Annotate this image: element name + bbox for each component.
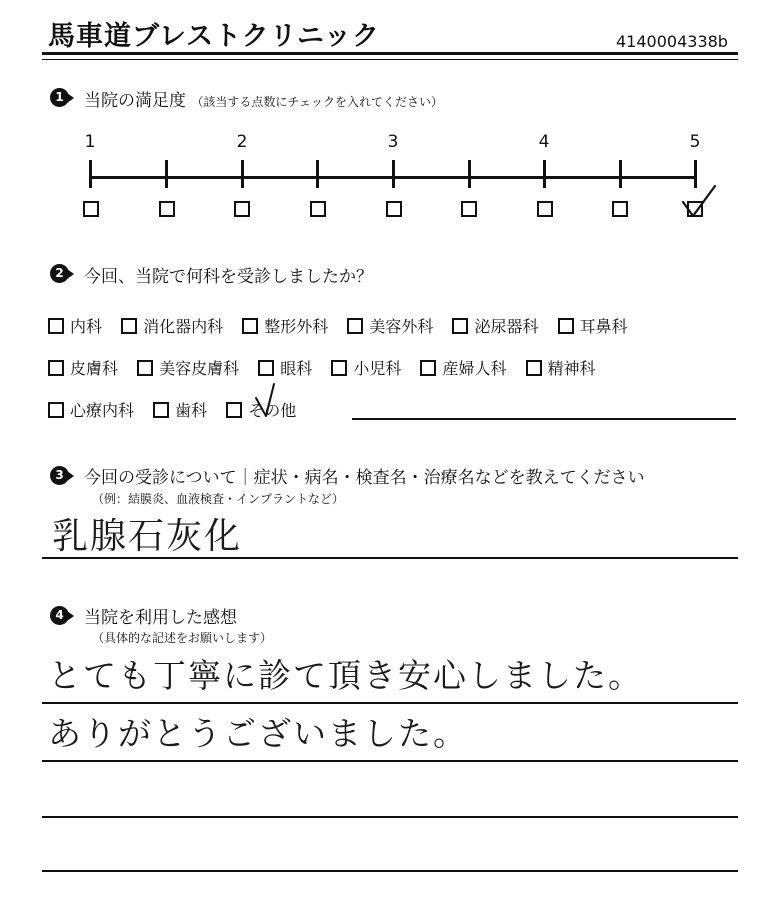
- department-option[interactable]: 消化器内科: [121, 314, 223, 337]
- question-1-note: （該当する点数にチェックを入れてください）: [191, 95, 444, 109]
- scale-tick: [89, 160, 92, 188]
- question-3-answer-line[interactable]: [42, 557, 738, 559]
- department-option[interactable]: 眼科: [258, 356, 312, 379]
- scale-tick: [241, 160, 244, 188]
- department-checkbox[interactable]: [48, 318, 64, 334]
- department-checkbox-other[interactable]: [226, 402, 242, 418]
- department-option[interactable]: 心療内科: [48, 398, 134, 421]
- department-option[interactable]: 整形外科: [242, 314, 328, 337]
- question-3-title: 今回の受診について｜症状・病名・検査名・治療名などを教えてください: [84, 468, 645, 488]
- department-checkbox[interactable]: [452, 318, 468, 334]
- scale-tick: [619, 160, 622, 188]
- department-option[interactable]: 耳鼻科: [558, 314, 628, 337]
- department-row-2: [48, 356, 610, 379]
- department-checkbox[interactable]: [526, 360, 542, 376]
- department-checkbox[interactable]: [48, 402, 64, 418]
- header-rule-thick: [42, 52, 738, 55]
- question-4-answer-line-2[interactable]: [42, 760, 738, 762]
- department-checkbox[interactable]: [242, 318, 258, 334]
- question-4-answer-line-3[interactable]: [42, 816, 738, 818]
- department-option[interactable]: 産婦人科: [420, 356, 506, 379]
- scale-label-5: 5: [689, 132, 701, 152]
- question-3-number: 3: [50, 466, 69, 485]
- scale-label-3: 3: [387, 132, 399, 152]
- question-4-answer-line-1[interactable]: [42, 702, 738, 704]
- scale-tick: [392, 160, 395, 188]
- question-4-handwritten-line-1: とても丁寧に診て頂き安心しました。: [48, 656, 643, 695]
- scale-label-1: 1: [84, 132, 96, 152]
- scale-tick: [316, 160, 319, 188]
- department-option-other[interactable]: その他: [226, 398, 296, 421]
- department-option[interactable]: 泌尿器科: [452, 314, 538, 337]
- satisfaction-checkbox-7[interactable]: [537, 201, 553, 217]
- scale-tick: [468, 160, 471, 188]
- satisfaction-checkbox-5[interactable]: [386, 201, 402, 217]
- department-checkbox[interactable]: [331, 360, 347, 376]
- department-option[interactable]: 美容外科: [347, 314, 433, 337]
- department-checkbox[interactable]: [137, 360, 153, 376]
- satisfaction-checkbox-6[interactable]: [461, 201, 477, 217]
- department-option[interactable]: 小児科: [331, 356, 401, 379]
- department-checkbox[interactable]: [558, 318, 574, 334]
- department-checkbox[interactable]: [420, 360, 436, 376]
- question-1-number: 1: [50, 88, 69, 107]
- department-checkbox[interactable]: [153, 402, 169, 418]
- question-4-note: （具体的な記述をお願いします）: [92, 631, 273, 645]
- question-1-title: [84, 86, 443, 111]
- satisfaction-checkbox-3[interactable]: [234, 201, 250, 217]
- department-row-1: [48, 314, 642, 337]
- form-id: 4140004338b: [616, 32, 728, 51]
- satisfaction-handwritten-check-mark: [679, 184, 719, 224]
- department-option[interactable]: 美容皮膚科: [137, 356, 239, 379]
- satisfaction-checkbox-2[interactable]: [159, 201, 175, 217]
- question-2-title: 今回、当院で何科を受診しましたか？: [84, 267, 373, 287]
- question-3-handwritten-answer: 乳腺石灰化: [52, 516, 243, 557]
- scale-tick: [165, 160, 168, 188]
- question-4-handwritten-line-2: ありがとうございました。: [48, 714, 468, 753]
- scale-label-4: 4: [538, 132, 550, 152]
- satisfaction-checkbox-8[interactable]: [612, 201, 628, 217]
- other-write-in-line[interactable]: [352, 418, 736, 420]
- department-option[interactable]: 精神科: [526, 356, 596, 379]
- satisfaction-checkbox-4[interactable]: [310, 201, 326, 217]
- department-option[interactable]: 歯科: [153, 398, 207, 421]
- question-4-title: 当院を利用した感想: [84, 608, 237, 628]
- header-rule-thin: [42, 59, 738, 60]
- question-3-note: （例：結膜炎、血液検査・インプラントなど）: [92, 492, 345, 506]
- question-2-number: 2: [50, 264, 69, 283]
- department-checkbox[interactable]: [347, 318, 363, 334]
- question-1-title-text: 当院の満足度: [84, 91, 186, 111]
- clinic-name: 馬車道ブレストクリニック: [48, 21, 380, 52]
- department-checkbox[interactable]: [121, 318, 137, 334]
- other-handwritten-check-mark: [252, 382, 284, 420]
- satisfaction-checkbox-1[interactable]: [83, 201, 99, 217]
- department-checkbox[interactable]: [48, 360, 64, 376]
- scale-tick: [543, 160, 546, 188]
- department-checkbox[interactable]: [258, 360, 274, 376]
- question-4-answer-line-4[interactable]: [42, 870, 738, 872]
- question-4-number: 4: [50, 606, 69, 625]
- scale-label-2: 2: [236, 132, 248, 152]
- department-option[interactable]: 内科: [48, 314, 102, 337]
- department-option[interactable]: 皮膚科: [48, 356, 118, 379]
